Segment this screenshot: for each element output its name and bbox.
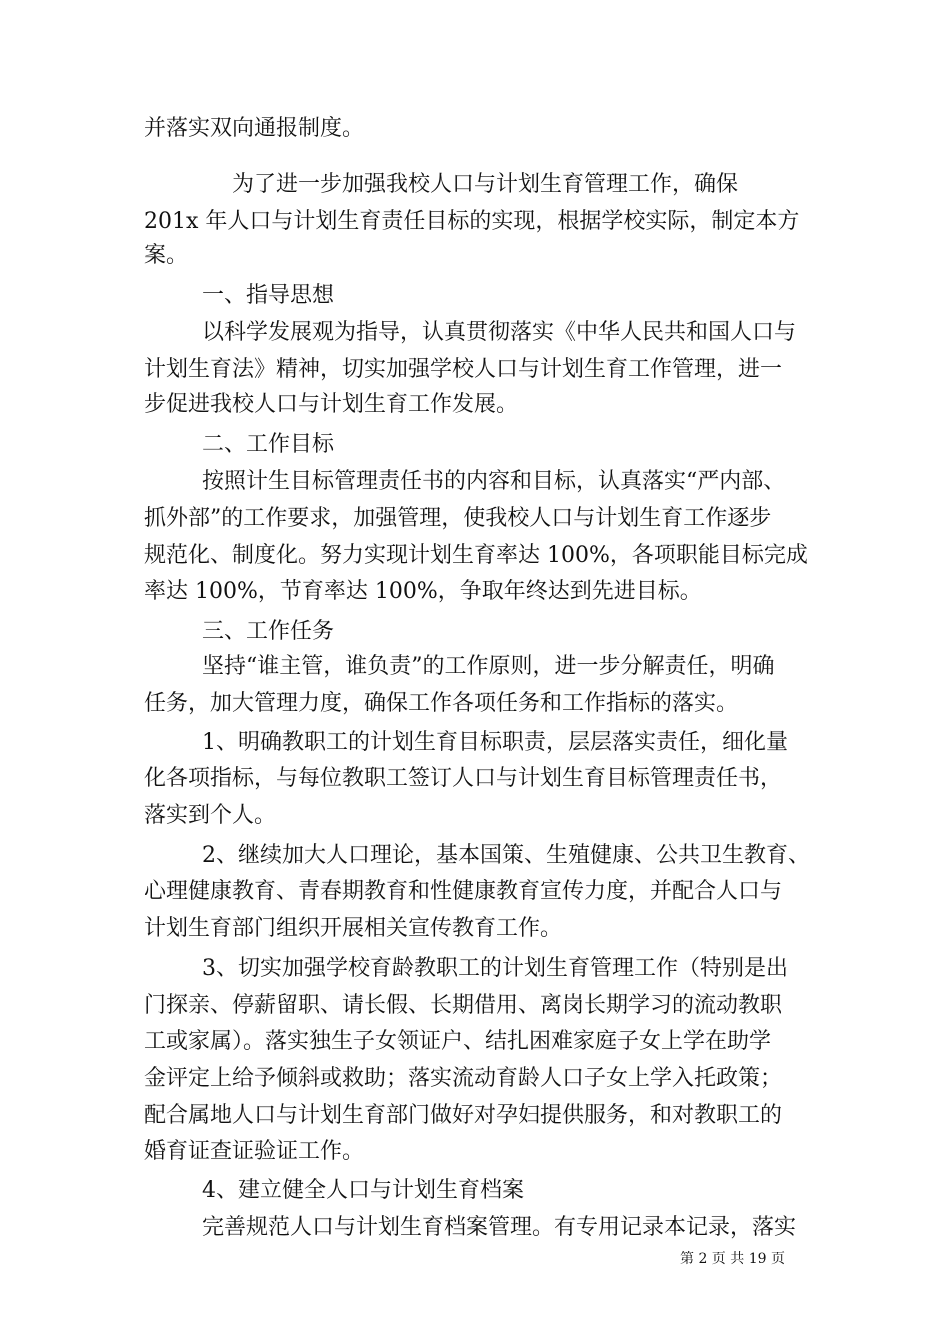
text-line: 化各项指标，与每位教职工签订人口与计划生育目标管理责任书，: [144, 766, 783, 791]
text-line: 201x 年人口与计划生育责任目标的实现，根据学校实际，制定本方: [144, 209, 800, 234]
text-line: 三、工作任务: [202, 619, 335, 644]
text-line: 1、明确教职工的计划生育目标职责，层层落实责任，细化量: [202, 730, 788, 755]
text-line: 坚持“谁主管，谁负责”的工作原则，进一步分解责任，明确: [202, 654, 775, 679]
text-line: 4、建立健全人口与计划生育档案: [202, 1178, 524, 1203]
text-line: 任务，加大管理力度，确保工作各项任务和工作指标的落实。: [144, 691, 739, 716]
text-line: 抓外部”的工作要求，加强管理，使我校人口与计划生育工作逐步: [144, 506, 772, 531]
page-number: 第 2 页 共 19 页: [680, 1251, 785, 1267]
text-line: 二、工作目标: [202, 432, 335, 457]
text-line: 计划生育法》精神，切实加强学校人口与计划生育工作管理，进一: [144, 357, 783, 382]
text-line: 率达 100%，节育率达 100%，争取年终达到先进目标。: [144, 579, 702, 604]
text-line: 按照计生目标管理责任书的内容和目标，认真落实“严内部、: [202, 469, 786, 494]
text-line: 配合属地人口与计划生育部门做好对孕妇提供服务，和对教职工的: [144, 1103, 783, 1128]
text-line: 完善规范人口与计划生育档案管理。有专用记录本记录，落实: [202, 1215, 797, 1240]
text-line: 步促进我校人口与计划生育工作发展。: [144, 392, 519, 417]
text-line: 金评定上给予倾斜或救助；落实流动育龄人口子女上学入托政策；: [144, 1066, 783, 1091]
text-line: 3、切实加强学校育龄教职工的计划生育管理工作（特别是出: [202, 956, 788, 981]
text-line: 并落实双向通报制度。: [144, 116, 365, 141]
text-line: 计划生育部门组织开展相关宣传教育工作。: [144, 916, 563, 941]
text-line: 2、继续加大人口理论，基本国策、生殖健康、公共卫生教育、: [202, 843, 810, 868]
text-line: 落实到个人。: [144, 803, 277, 828]
text-line: 一、指导思想: [202, 283, 335, 308]
text-line: 门探亲、停薪留职、请长假、长期借用、离岗长期学习的流动教职: [144, 993, 783, 1018]
text-line: 工或家属）。落实独生子女领证户、结扎困难家庭子女上学在助学: [144, 1029, 772, 1054]
text-line: 心理健康教育、青春期教育和性健康教育宣传力度，并配合人口与: [144, 879, 783, 904]
text-line: 婚育证查证验证工作。: [144, 1139, 365, 1164]
text-line: 为了进一步加强我校人口与计划生育管理工作，确保: [232, 172, 739, 197]
text-line: 案。: [144, 243, 189, 268]
text-line: 以科学发展观为指导，认真贯彻落实《中华人民共和国人口与: [202, 320, 797, 345]
text-line: 规范化、制度化。努力实现计划生育率达 100%，各项职能目标完成: [144, 543, 808, 568]
